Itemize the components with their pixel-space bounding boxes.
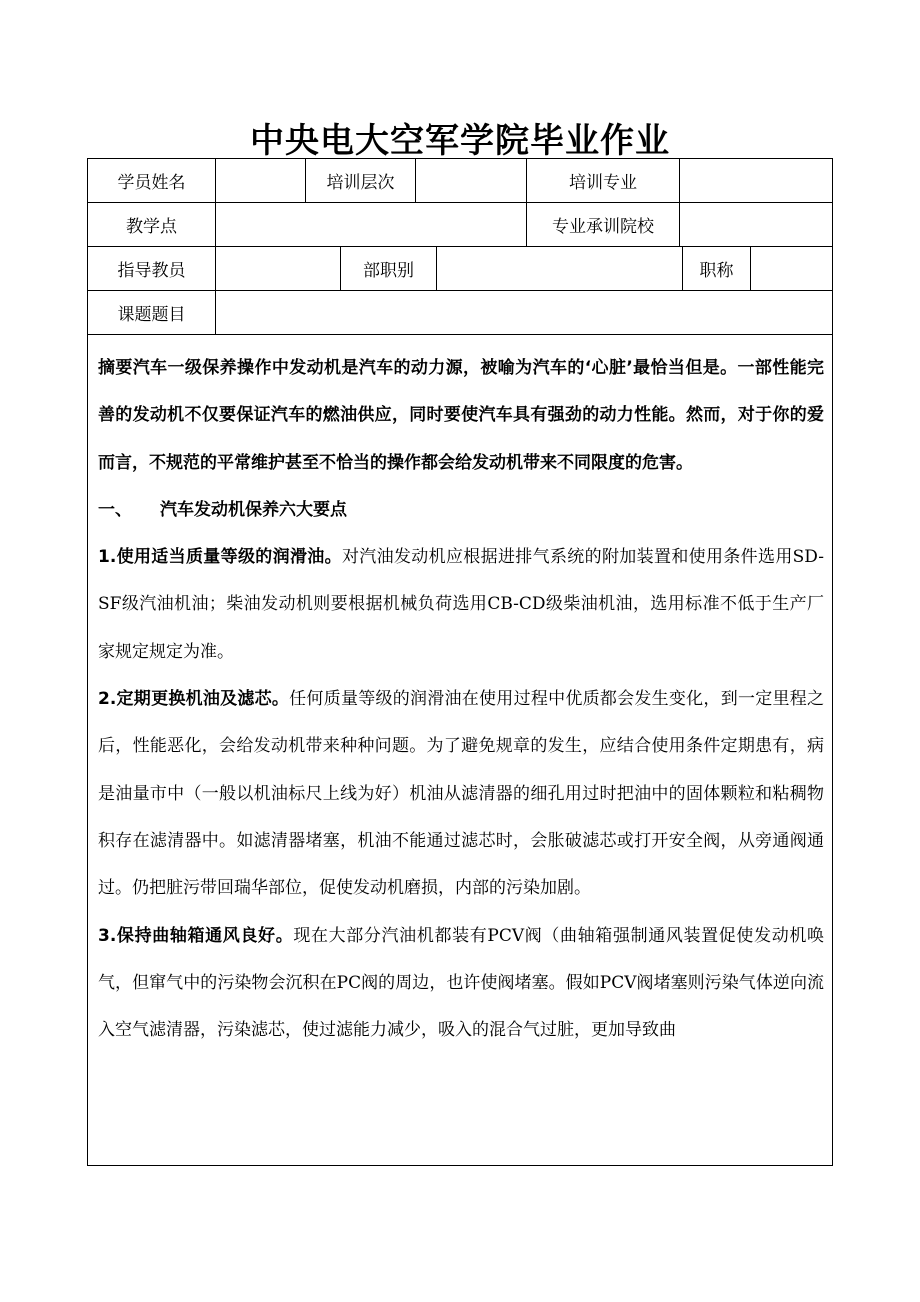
point-3-paragraph — [98, 913, 824, 1055]
form-row-student — [88, 159, 832, 203]
topic-label: 课题题目 — [117, 305, 186, 325]
point-2-text: 任何质量等级的润滑油在使用过程中优质都会发生变化，到一定里程之后，性能恶化，会给发动机带来种种问题。为了避免规章的发生，应结合使用条件定期患有，病是油量市中（一般以机油标尺上线为好）机油从滤清器的细孔用过时把油中的固体颗粒和粘稠物积存在滤清器中。如滤清器堵塞，机油不能通过滤芯时，会胀破滤芯或打开安全阀，从旁通阀通过。仍把脏污带回瑞华部位，促使发动机磨损，内部的污染加剧。 — [98, 689, 825, 899]
point-2-paragraph — [98, 676, 824, 912]
point-3-title: 3.保持曲轴箱通风良好。 — [98, 925, 294, 946]
page-title: 中央电大空军学院毕业作业 — [250, 121, 670, 161]
point-1-title: 1.使用适当质量等级的润滑油。 — [98, 547, 342, 568]
department-label: 部职别 — [340, 247, 436, 290]
rank-field[interactable] — [750, 247, 832, 290]
point-1-text: 对汽油发动机应根据进排气系统的附加装置和使用条件选用SD-SF级汽油机油；柴油发动机则要根据机械负荷选用CB-CD级柴油机油，选用标准不低于生产厂家规定规定为准。 — [98, 547, 824, 662]
teaching-point-field[interactable] — [215, 203, 526, 246]
assignment-form — [87, 158, 833, 1166]
rank-label: 职称 — [682, 247, 750, 290]
section-number: 一、 — [98, 499, 132, 520]
section-heading — [98, 487, 824, 534]
teaching-point-label: 教学点 — [126, 217, 177, 237]
instructor-label: 指导教员 — [117, 261, 186, 281]
point-3-text: 现在大部分汽油机都装有PCV阀（曲轴箱强制通风装置促使发动机唤气，但窜气中的污染物会沉积在PC阀的周边，也许使阀堵塞。假如PCV阀堵塞则污染气体逆向流入空气滤清器，污染滤芯，使过滤能力减少，吸入的混合气过脏，更加导致曲 — [98, 925, 824, 1041]
college-label: 专业承训院校 — [526, 203, 679, 246]
section-title: 汽车发动机保养六大要点 — [160, 499, 347, 520]
instructor-field[interactable] — [215, 247, 340, 290]
department-field[interactable] — [436, 247, 682, 290]
assignment-body — [98, 345, 824, 1054]
point-1-paragraph — [98, 534, 824, 676]
form-row-topic — [88, 291, 832, 335]
form-row-instructor — [88, 247, 832, 291]
training-level-field[interactable] — [415, 159, 526, 202]
form-row-teaching — [88, 203, 832, 247]
student-name-field[interactable] — [215, 159, 305, 202]
abstract-paragraph: 摘要汽车一级保养操作中发动机是汽车的动力源，被喻为汽车的‘心脏’最恰当但是。一部性能完善的发动机不仅要保证汽车的燃油供应，同时要使汽车具有强劲的动力性能。然而，对于你的爱而言，不规范的平常维护甚至不恰当的操作都会给发动机带来不同限度的危害。 — [98, 358, 824, 473]
topic-field[interactable] — [215, 291, 832, 334]
major-field[interactable] — [679, 159, 832, 202]
student-name-label: 学员姓名 — [117, 173, 186, 193]
major-label: 培训专业 — [526, 159, 679, 202]
college-field[interactable] — [679, 203, 832, 246]
training-level-label: 培训层次 — [305, 159, 415, 202]
point-2-title: 2.定期更换机油及滤芯。 — [98, 689, 290, 710]
